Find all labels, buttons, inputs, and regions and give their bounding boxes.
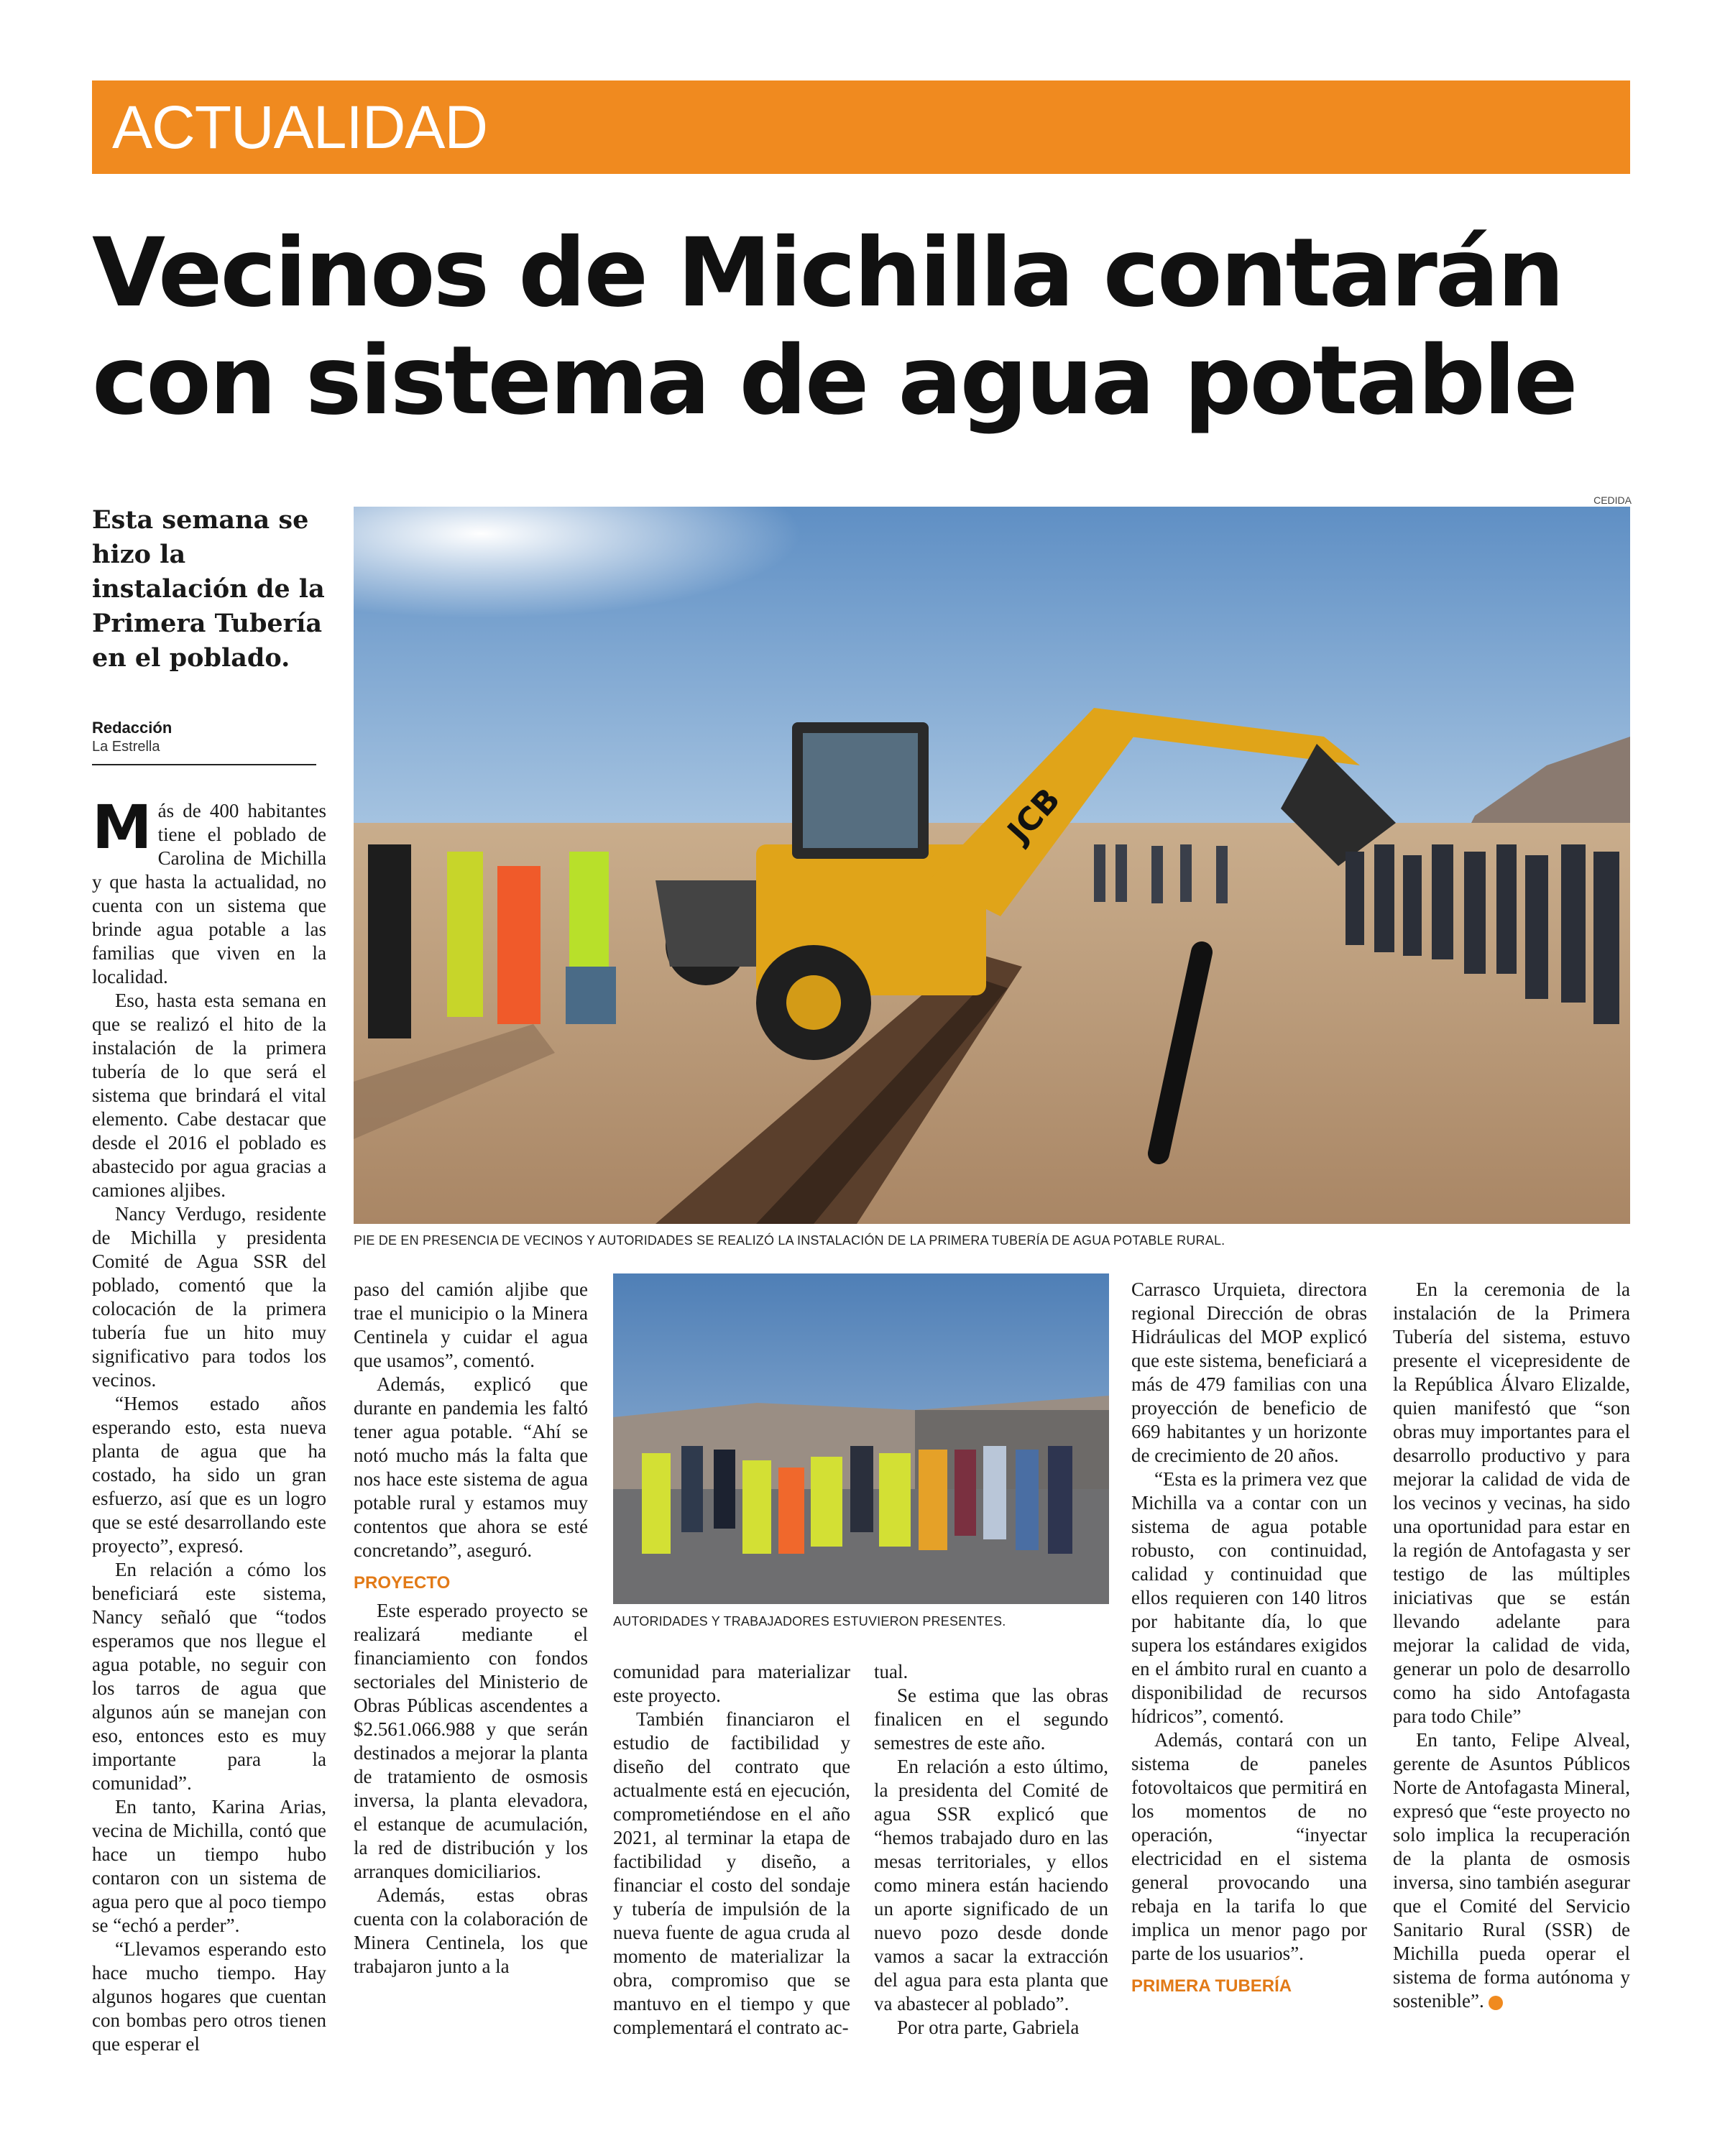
- svg-text:JCB: JCB: [1000, 781, 1068, 850]
- col5-paragraph-2: “Esta es la primera vez que Michilla va a contar con un sistema de agua potable robusto, con continuidad, calidad y continuidad que ellos requieren con 140 litros por habitante día, lo que supera los estándares exigidos en el ámbito rural en cuanto a disponibilidad de recursos hídricos”, comentó.: [1131, 1468, 1367, 1727]
- column-1: [92, 792, 326, 2056]
- photo-credit: CEDIDA: [1593, 494, 1632, 506]
- byline-outlet: La Estrella: [92, 739, 160, 755]
- col5-paragraph-3: Además, contará con un sistema de paneles fotovoltaicos que permitirá en los momentos de no operación, “inyectar electricidad en el sistema general provocando una rebaja en la tarifa lo que implica un menor pago por parte de los usuarios”.: [1131, 1729, 1367, 1964]
- column-4: [874, 1660, 1108, 2040]
- col1-paragraph-2: Eso, hasta esta semana en que se realizó el hito de la instalación de la primera tubería de lo que será el sistema que brindará el vital elemento. Cabe destacar que desde el 2016 el poblado es abastecido por agua gracias a camiones aljibes.: [92, 990, 326, 1201]
- main-photo-image: [354, 507, 1630, 1224]
- col1-paragraph-7: “Llevamos esperando esto hace mucho tiempo. Hay algunos hogares que cuentan con bombas pero otros tienen que esperar el: [92, 1938, 326, 2055]
- second-photo-image: [613, 1273, 1109, 1604]
- col1-paragraph-6: En tanto, Karina Arias, vecina de Michilla, contó que hace un tiempo hubo contaron con un sistema de agua pero que al poco tiempo se “echó a perder”.: [92, 1796, 326, 1936]
- column-5: [1131, 1278, 1367, 2002]
- col4-paragraph-3: En relación a esto último, la presidenta del Comité de agua SSR explicó que “hemos trabajado duro en las mesas territoriales, y ellos como minera están haciendo un aporte significado de un nuevo pozo desde donde vamos a sacar la extracción del agua para esta planta que va abastecer al poblado”.: [874, 1756, 1108, 2014]
- col6-paragraph-1: En la ceremonia de la instalación de la Primera Tubería del sistema, estuvo presente el vicepresidente de la República Álvaro Elizalde, quien manifestó que “son obras muy importantes para el desarrollo productivo y para mejorar la calidad de vida de los vecinos y vecinas, ha sido una oportunidad para estar en la región de Antofagasta y ser testigo de las múltiples iniciativas que se están llevando adelante para mejorar la calidad de vida, generar un polo de desarrollo como ha sido Antofagasta para todo Chile”: [1393, 1279, 1630, 1727]
- column-3: [613, 1660, 850, 2040]
- col4-paragraph-2: Se estima que las obras finalicen en el segundo semestres de este año.: [874, 1685, 1108, 1754]
- col3-paragraph-2: También financiaron el estudio de factibilidad y diseño del contrato que actualmente está en ejecución, comprometiéndose en el año 2021, al terminar la etapa de factibilidad y diseño, a financiar el costo del sondaje y tubería de impulsión de la nueva fuente de agua cruda al momento de materializar la obra, compromiso que se mantuvo en el tiempo y que complementará el contrato ac-: [613, 1708, 850, 2038]
- col1-paragraph-1: [92, 792, 326, 989]
- col3-paragraph-1: comunidad para materializar este proyecto.: [613, 1661, 850, 1706]
- col4-paragraph-1: tual.: [874, 1661, 908, 1682]
- dek: Esta semana se hizo la instalación de la Primera Tubería en el poblado.: [92, 505, 325, 673]
- col1-p1-text: ás de 400 habitantes tiene el poblado de Carolina de Michilla y que hasta la actualidad, no cuenta con un sistema que brinde agua potable a las familias que viven en la localidad.: [92, 800, 326, 987]
- subhead-primera-tuberia: PRIMERA TUBERÍA: [1131, 1976, 1292, 1996]
- col2-paragraph-1: paso del camión aljibe que trae el municipio o la Minera Centinela y cuidar el agua que usamos”, comentó.: [354, 1279, 588, 1371]
- col4-paragraph-4: Por otra parte, Gabriela: [897, 2017, 1080, 2038]
- circle-end-icon: [1489, 1996, 1503, 2010]
- col5-paragraph-1: Carrasco Urquieta, directora regional Dirección de obras Hidráulicas del MOP explicó que este sistema, beneficiará a más de 479 familias con una proyección de beneficio de 669 habitantes y un horizonte de crecimiento de 20 años.: [1131, 1279, 1367, 1466]
- second-photo: [613, 1273, 1109, 1604]
- section-bar: [92, 80, 1630, 174]
- section-label: ACTUALIDAD: [112, 93, 488, 161]
- col2-paragraph-3: Este esperado proyecto se realizará mediante el financiamiento con fondos sectoriales del Ministerio de Obras Públicas ascendentes a $2.561.066.988 y que serán destinados a mejorar la planta de tratamiento de osmosis inversa, la planta elevadora, el estanque de acumulación, la red de distribución y los arranques domiciliarios.: [354, 1600, 588, 1882]
- col2-paragraph-4: Además, estas obras cuenta con la colaboración de Minera Centinela, los que trabajaron junto a la: [354, 1884, 588, 1977]
- col6-paragraph-2: [1393, 1728, 1630, 2013]
- col1-paragraph-3: Nancy Verdugo, residente de Michilla y presidenta Comité de Agua SSR del poblado, comentó que la colocación de la primera tubería fue un hito muy significativo para todos los vecinos.: [92, 1203, 326, 1391]
- column-6: [1393, 1278, 1630, 2013]
- second-caption: AUTORIDADES Y TRABAJADORES ESTUVIERON PRESENTES.: [613, 1614, 1006, 1628]
- col6-p2-text: En tanto, Felipe Alveal, gerente de Asuntos Públicos Norte de Antofagasta Mineral, expresó que “este proyecto no solo implica la recuperación de la planta de osmosis inversa, sino también asegurar que el Comité del Servicio Sanitario Rural (SSR) de Michilla pueda operar el sistema de forma autónoma y sostenible”.: [1393, 1729, 1630, 2012]
- main-caption: PIE DE EN PRESENCIA DE VECINOS Y AUTORIDADES SE REALIZÓ LA INSTALACIÓN DE LA PRIMERA TUBERÍA DE AGUA POTABLE RURAL.: [354, 1233, 1225, 1248]
- subhead-proyecto: PROYECTO: [354, 1573, 451, 1593]
- byline-name: Redacción: [92, 719, 172, 737]
- dropcap: M: [92, 792, 152, 862]
- col1-paragraph-4: “Hemos estado años esperando esto, esta nueva planta de agua que ha costado, ha sido un gran esfuerzo, así que es un logro que se esté desarrollando este proyecto”, expresó.: [92, 1393, 326, 1557]
- main-photo: [354, 507, 1630, 1224]
- col2-paragraph-2: Además, explicó que durante en pandemia les faltó tener agua potable. “Ahí se notó mucho más la falta que nos hace este sistema de agua potable rural y estamos muy contentos que ahora se esté concretando”, aseguró.: [354, 1373, 588, 1561]
- headline: Vecinos de Michilla contarán con sistema de agua potable: [92, 218, 1576, 436]
- col1-paragraph-5: En relación a cómo los beneficiará este sistema, Nancy señaló que “todos esperamos que nos llegue el agua potable, no seguir con los tarros de agua que algunos aún se manejan con eso, entonces esto es muy importante para la comunidad”.: [92, 1559, 326, 1794]
- column-2: [354, 1278, 588, 1978]
- byline: [92, 719, 316, 765]
